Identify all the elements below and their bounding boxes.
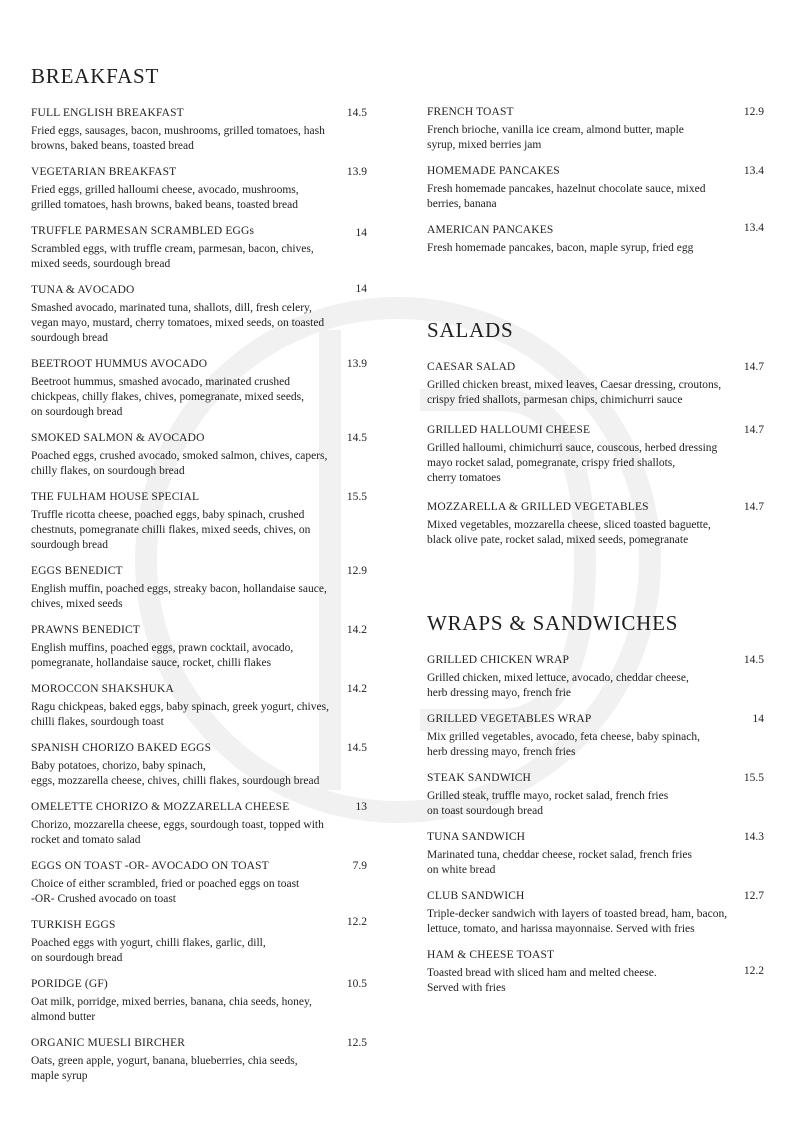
menu-item (31, 859, 367, 919)
menu-item-price: 14.2 (346, 624, 367, 636)
menu-item-price: 15.5 (743, 772, 764, 784)
menu-item (31, 1036, 367, 1096)
menu-item (427, 948, 764, 1008)
menu-item (427, 712, 764, 772)
menu-item-name: GRILLED VEGETABLES WRAP (427, 713, 592, 725)
menu-item-price: 7.9 (352, 860, 367, 872)
menu-item (31, 977, 367, 1037)
description-line: crispy fried shallots, parmesan chips, chimichurri sauce (427, 394, 683, 406)
description-line: Oat milk, porridge, mixed berries, banana, chia seeds, honey, (31, 996, 312, 1008)
menu-item (31, 564, 367, 624)
description-line: Chorizo, mozzarella cheese, eggs, sourdough toast, topped with (31, 819, 324, 831)
menu-item-name: HAM & CHEESE TOAST (427, 949, 555, 961)
menu-item-description (427, 123, 684, 153)
menu-item-price: 12.7 (743, 890, 764, 902)
wraps-title: WRAPS & SANDWICHES (427, 611, 679, 635)
menu-item (427, 830, 764, 890)
menu-item-description (427, 378, 721, 408)
menu-item-description (427, 730, 700, 760)
menu-item-price: 14 (355, 227, 367, 239)
menu-item-description (31, 301, 324, 346)
menu-item-description (427, 789, 668, 819)
description-line: Fried eggs, grilled halloumi cheese, avocado, mushrooms, (31, 184, 299, 196)
description-line: Fresh homemade pancakes, bacon, maple syrup, fried egg (427, 242, 694, 254)
menu-item-name: FRENCH TOAST (427, 106, 514, 118)
menu-item-price: 14.5 (346, 742, 367, 754)
menu-item (31, 918, 367, 978)
menu-item-name: OMELETTE CHORIZO & MOZZARELLA CHEESE (31, 801, 290, 813)
description-line: chestnuts, pomegranate chilli flakes, mixed seeds, chives, on (31, 524, 311, 536)
menu-item-name: TURKISH EGGS (31, 919, 116, 931)
description-line: English muffin, poached eggs, streaky bacon, hollandaise sauce, (31, 583, 327, 595)
menu-item-price: 14.7 (743, 501, 764, 513)
description-line: Grilled chicken, mixed lettuce, avocado, cheddar cheese, (427, 672, 689, 684)
description-line: almond butter (31, 1011, 96, 1023)
menu-item-price: 10.5 (346, 978, 367, 990)
menu-item-description (427, 907, 727, 937)
description-line: herb dressing mayo, french fries (427, 746, 576, 758)
menu-item-price: 15.5 (346, 491, 367, 503)
menu-item (31, 682, 367, 742)
menu-item-name: EGGS BENEDICT (31, 565, 123, 577)
description-line: pomegranate, hollandaise sauce, rocket, chilli flakes (31, 657, 272, 669)
menu-item-description (427, 182, 705, 212)
menu-item (31, 106, 367, 166)
menu-item-name: GRILLED HALLOUMI CHEESE (427, 424, 591, 436)
menu-item (427, 653, 764, 713)
description-line: on sourdough bread (31, 406, 123, 418)
menu-item (31, 741, 367, 801)
menu-item-name: TUNA & AVOCADO (31, 284, 135, 296)
menu-item (427, 223, 764, 283)
description-line: cherry tomatoes (427, 472, 501, 484)
description-line: Mixed vegetables, mozzarella cheese, sliced toasted baguette, (427, 519, 711, 531)
menu-item-name: CLUB SANDWICH (427, 890, 525, 902)
description-line: mayo rocket salad, pomegranate, crispy fried shallots, (427, 457, 676, 469)
description-line: Oats, green apple, yogurt, banana, blueberries, chia seeds, (31, 1055, 298, 1067)
menu-item-name: PORIDGE (GF) (31, 978, 108, 990)
menu-item-name: VEGETARIAN BREAKFAST (31, 166, 177, 178)
menu-item-name: HOMEMADE PANCAKES (427, 165, 560, 177)
menu-item-name: EGGS ON TOAST -OR- AVOCADO ON TOAST (31, 860, 269, 872)
menu-item-price: 13 (355, 801, 367, 813)
menu-item (31, 165, 367, 225)
description-line: Mix grilled vegetables, avocado, feta cheese, baby spinach, (427, 731, 701, 743)
menu-item-price: 12.2 (743, 965, 764, 977)
menu-item-price: 14.7 (743, 424, 764, 436)
description-line: Fresh homemade pancakes, hazelnut chocolate sauce, mixed (427, 183, 706, 195)
menu-item-description (427, 241, 693, 256)
menu-item-description (427, 671, 689, 701)
menu-item (31, 283, 367, 343)
menu-item-name: PRAWNS BENEDICT (31, 624, 140, 636)
description-line: chilli flakes, sourdough toast (31, 716, 164, 728)
menu-item-description (31, 936, 266, 966)
menu-item-price: 14.5 (743, 654, 764, 666)
description-line: black olive pate, rocket salad, mixed seeds, pomegranate (427, 534, 689, 546)
menu-item-name: FULL ENGLISH BREAKFAST (31, 107, 184, 119)
menu-item-price: 14 (355, 283, 367, 295)
description-line: berries, banana (427, 198, 497, 210)
menu-item-name: SMOKED SALMON & AVOCADO (31, 432, 205, 444)
menu-item (427, 771, 764, 831)
menu-item-price: 13.4 (743, 165, 764, 177)
description-line: syrup, mixed berries jam (427, 139, 542, 151)
menu-item-price: 12.9 (346, 565, 367, 577)
description-line: -OR- Crushed avocado on toast (31, 893, 176, 905)
left-column (31, 0, 367, 1122)
menu-item-name: BEETROOT HUMMUS AVOCADO (31, 358, 208, 370)
menu-item (31, 623, 367, 683)
menu-item-name: ORGANIC MUESLI BIRCHER (31, 1037, 186, 1049)
description-line: mixed seeds, sourdough bread (31, 258, 171, 270)
menu-item-name: SPANISH CHORIZO BAKED EGGS (31, 742, 212, 754)
menu-item (31, 431, 367, 491)
description-line: Smashed avocado, marinated tuna, shallots, dill, fresh celery, (31, 302, 312, 314)
description-line: chives, mixed seeds (31, 598, 123, 610)
menu-item-price: 13.9 (346, 166, 367, 178)
menu-item-name: CAESAR SALAD (427, 361, 516, 373)
menu-item-description (427, 848, 692, 878)
menu-item-description (31, 582, 327, 612)
description-line: maple syrup (31, 1070, 88, 1082)
menu-item (31, 800, 367, 860)
menu-item-name: THE FULHAM HOUSE SPECIAL (31, 491, 200, 503)
description-line: chickpeas, chilly flakes, chives, pomegranate, mixed seeds, (31, 391, 305, 403)
description-line: Fried eggs, sausages, bacon, mushrooms, grilled tomatoes, hash (31, 125, 325, 137)
menu-item-price: 12.2 (346, 916, 367, 928)
description-line: on sourdough bread (31, 952, 123, 964)
menu-item-description (31, 1054, 298, 1084)
description-line: Grilled halloumi, chimichurri sauce, couscous, herbed dressing (427, 442, 718, 454)
menu-item-price: 12.9 (743, 106, 764, 118)
menu-item-price: 14.5 (346, 107, 367, 119)
description-line: Beetroot hummus, smashed avocado, marinated crushed (31, 376, 290, 388)
menu-item-price: 13.9 (346, 358, 367, 370)
description-line: French brioche, vanilla ice cream, almond butter, maple (427, 124, 684, 136)
menu-item (427, 889, 764, 949)
menu-item-description (31, 700, 329, 730)
menu-item-name: TRUFFLE PARMESAN SCRAMBLED EGGs (31, 225, 255, 237)
description-line: Ragu chickpeas, baked eggs, baby spinach, greek yogurt, chives, (31, 701, 329, 713)
description-line: Scrambled eggs, with truffle cream, parmesan, bacon, chives, (31, 243, 314, 255)
menu-item (427, 105, 764, 165)
menu-item (427, 423, 764, 483)
menu-item-description (31, 449, 327, 479)
description-line: sourdough bread (31, 539, 108, 551)
menu-item (427, 500, 764, 560)
description-line: on toast sourdough bread (427, 805, 543, 817)
menu-item-price: 12.5 (346, 1037, 367, 1049)
description-line: Served with fries (427, 982, 506, 994)
description-line: vegan mayo, mustard, cherry tomatoes, mixed seeds, on toasted (31, 317, 325, 329)
menu-item-description (427, 966, 657, 996)
menu-item-name: GRILLED CHICKEN WRAP (427, 654, 570, 666)
menu-item-price: 14.3 (743, 831, 764, 843)
description-line: Grilled steak, truffle mayo, rocket salad, french fries (427, 790, 669, 802)
menu-item-name: TUNA SANDWICH (427, 831, 526, 843)
menu-item-name: MOZZARELLA & GRILLED VEGETABLES (427, 501, 649, 513)
menu-item (31, 490, 367, 550)
description-line: Poached eggs, crushed avocado, smoked salmon, chives, capers, (31, 450, 328, 462)
description-line: eggs, mozzarella cheese, chives, chilli flakes, sourdough bread (31, 775, 320, 787)
menu-item-price: 14.2 (346, 683, 367, 695)
description-line: rocket and tomato salad (31, 834, 141, 846)
menu-item-description (31, 995, 312, 1025)
menu-item-price: 14 (752, 713, 764, 725)
description-line: Truffle ricotta cheese, poached eggs, baby spinach, crushed (31, 509, 305, 521)
description-line: sourdough bread (31, 332, 108, 344)
description-line: Toasted bread with sliced ham and melted cheese. (427, 967, 657, 979)
right-column (427, 0, 764, 1122)
salads-title: SALADS (427, 318, 514, 342)
menu-item-description (31, 124, 325, 154)
menu-item-description (31, 641, 293, 671)
description-line: Poached eggs with yogurt, chilli flakes, garlic, dill, (31, 937, 266, 949)
menu-item (31, 357, 367, 417)
menu-item-price: 13.4 (743, 222, 764, 234)
menu-item-description (31, 242, 314, 272)
menu-item (31, 224, 367, 284)
menu-item-name: STEAK SANDWICH (427, 772, 531, 784)
menu-item-description (31, 375, 304, 420)
menu-item-description (31, 759, 319, 789)
menu-item-description (31, 818, 324, 848)
description-line: English muffins, poached eggs, prawn cocktail, avocado, (31, 642, 294, 654)
menu-item (427, 360, 764, 420)
description-line: Triple-decker sandwich with layers of toasted bread, ham, bacon, (427, 908, 728, 920)
menu-item-name: AMERICAN PANCAKES (427, 224, 554, 236)
menu-item (427, 164, 764, 224)
description-line: lettuce, tomato, and harissa mayonnaise. Served with fries (427, 923, 695, 935)
description-line: browns, baked beans, toasted bread (31, 140, 194, 152)
menu-item-description (427, 441, 717, 486)
menu-item-price: 14.7 (743, 361, 764, 373)
menu-item-name: MOROCCON SHAKSHUKA (31, 683, 174, 695)
description-line: chilly flakes, on sourdough bread (31, 465, 185, 477)
menu-item-description (31, 877, 299, 907)
description-line: Grilled chicken breast, mixed leaves, Caesar dressing, croutons, (427, 379, 722, 391)
description-line: on white bread (427, 864, 496, 876)
menu-item-description (31, 508, 310, 553)
description-line: Choice of either scrambled, fried or poached eggs on toast (31, 878, 300, 890)
description-line: Marinated tuna, cheddar cheese, rocket salad, french fries (427, 849, 693, 861)
menu-item-price: 14.5 (346, 432, 367, 444)
menu-item-description (427, 518, 711, 548)
description-line: Baby potatoes, chorizo, baby spinach, (31, 760, 206, 772)
breakfast-title: BREAKFAST (31, 64, 160, 88)
menu-item-description (31, 183, 299, 213)
description-line: grilled tomatoes, hash browns, baked beans, toasted bread (31, 199, 298, 211)
description-line: herb dressing mayo, french frie (427, 687, 572, 699)
